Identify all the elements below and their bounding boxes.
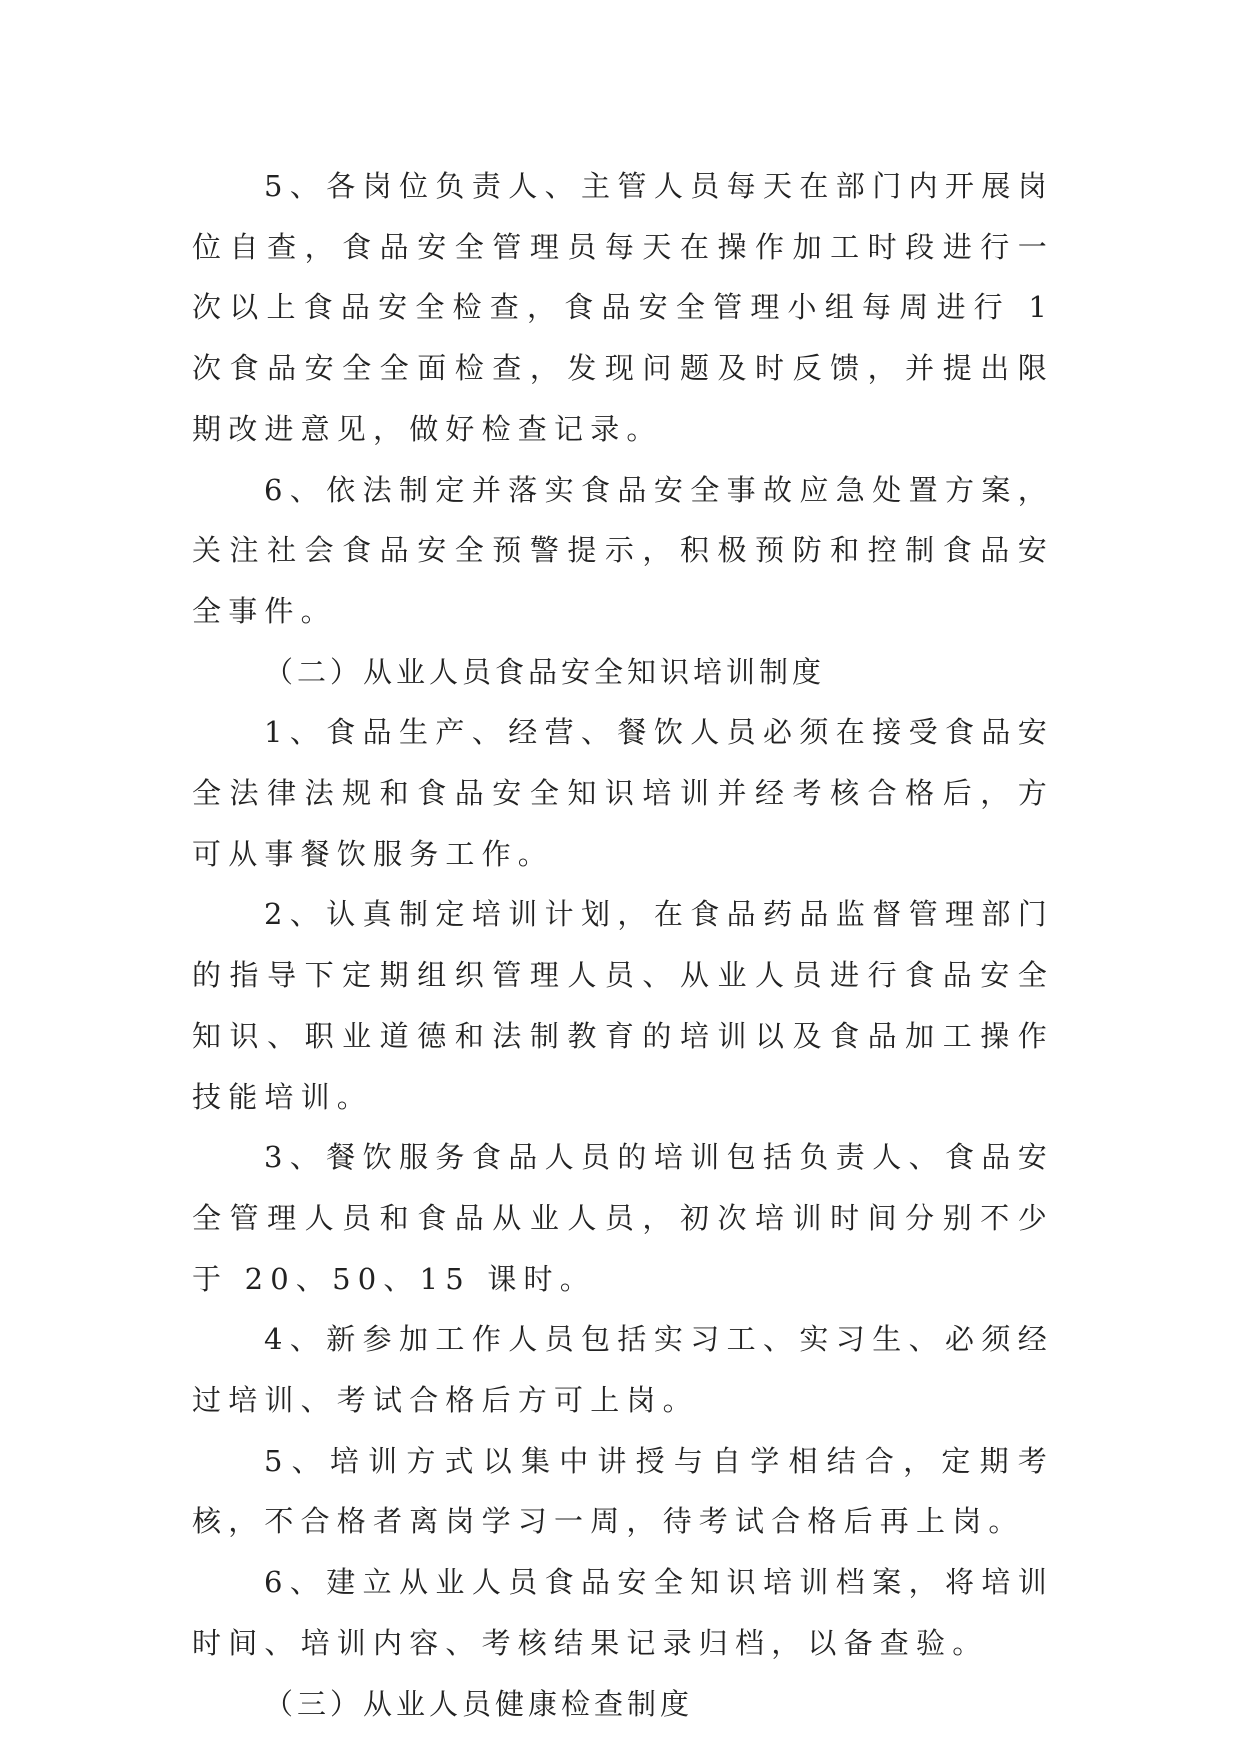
paragraph-4-new-staff: 4、新参加工作人员包括实习工、实习生、必须经过培训、考试合格后方可上岗。: [192, 1322, 1054, 1418]
paragraph-6-emergency-plan: 6、依法制定并落实食品安全事故应急处置方案，关注社会食品安全预警提示，积极预防和控制食品安全事件。: [192, 472, 1054, 628]
section-heading-health-check: （三）从业人员健康检查制度: [264, 1686, 694, 1721]
paragraph-5-training-method: 5、培训方式以集中讲授与自学相结合，定期考核，不合格者离岗学习一周，待考试合格后再上岗。: [192, 1443, 1054, 1539]
paragraph-5-daily-inspection: 5、各岗位负责人、主管人员每天在部门内开展岗位自查，食品安全管理员每天在操作加工时段进行一次以上食品安全检查，食品安全管理小组每周进行 1 次食品安全全面检查，发现问题及时反馈，并提出限期改进意见，做好检查记录。: [192, 169, 1054, 446]
paragraph-3-training-hours: 3、餐饮服务食品人员的培训包括负责人、食品安全管理人员和食品从业人员，初次培训时间分别不少于 20、50、15 课时。: [192, 1140, 1054, 1296]
paragraph-6-training-archive: 6、建立从业人员食品安全知识培训档案，将培训时间、培训内容、考核结果记录归档，以备查验。: [192, 1565, 1054, 1660]
document-body: [192, 156, 1054, 1734]
paragraph-2-training-plan: 2、认真制定培训计划，在食品药品监督管理部门的指导下定期组织管理人员、从业人员进行食品安全知识、职业道德和法制教育的培训以及食品加工操作技能培训。: [192, 897, 1054, 1114]
section-heading-training: （二）从业人员食品安全知识培训制度: [264, 654, 826, 689]
paragraph-1-training-requirement: 1、食品生产、经营、餐饮人员必须在接受食品安全法律法规和食品安全知识培训并经考核合格后，方可从事餐饮服务工作。: [192, 715, 1054, 871]
